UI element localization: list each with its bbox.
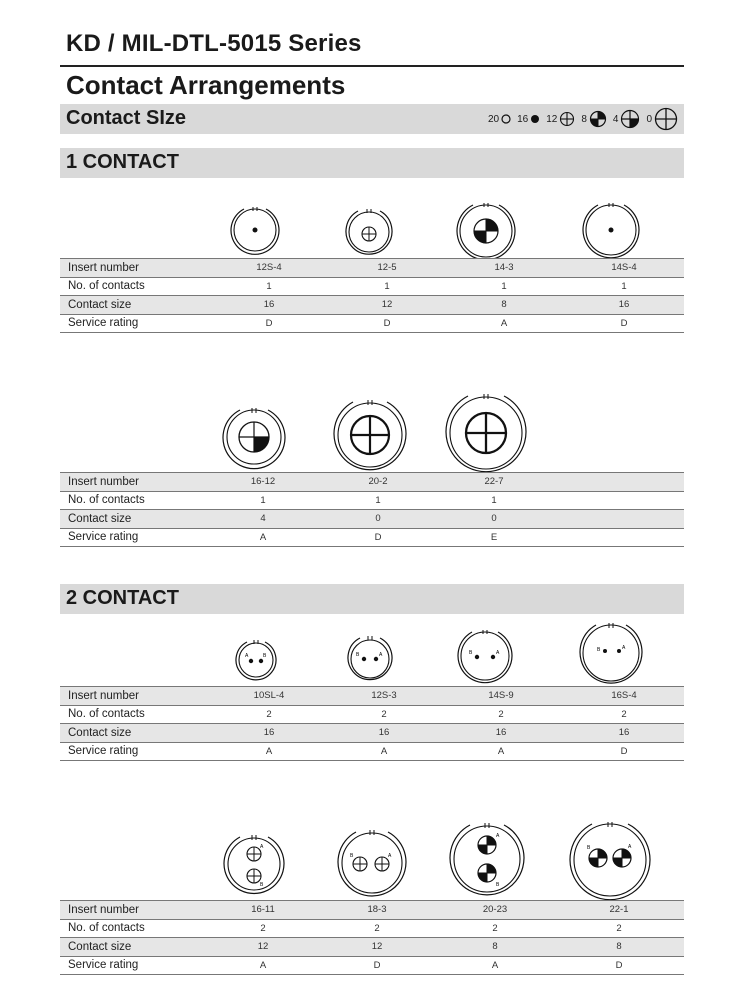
table-row-no-of-contacts (60, 491, 684, 510)
table-row-no-of-contacts (60, 919, 684, 938)
insert-number-cell: 12S-3 (330, 687, 438, 706)
row-label-no-of-contacts: No. of contacts (60, 277, 208, 296)
insert-number-cell: 16-11 (208, 901, 318, 920)
insert-drawing-22-7 (444, 390, 528, 476)
service-rating-cell: A (208, 742, 330, 761)
insert-number-cell: 16-12 (208, 473, 318, 492)
insert-drawing-12S-4 (230, 204, 280, 256)
insert-number-cell: 20-23 (436, 901, 554, 920)
contacts-cell: 2 (564, 705, 684, 724)
spec-table-2-contact-b (60, 900, 684, 975)
insert-drawing-22-1 (568, 818, 652, 902)
contacts-cell: 1 (318, 491, 438, 510)
legend-size-0: 0 (646, 113, 652, 125)
table-row-contact-size (60, 510, 684, 529)
contact-size-cell: 0 (438, 510, 550, 529)
row-label-insert-number: Insert number (60, 473, 208, 492)
spec-table-1-contact-a (60, 258, 684, 333)
empty-cell (550, 473, 684, 492)
insert-drawing-20-23 (448, 820, 526, 898)
insert-number-cell: 12S-4 (208, 259, 330, 278)
pin-label-a: A (622, 645, 626, 651)
pin-label-b: B (263, 653, 267, 659)
pin-label-a: A (496, 650, 500, 656)
row-label-no-of-contacts: No. of contacts (60, 705, 208, 724)
legend-item-4 (613, 109, 641, 129)
table-row-contact-size (60, 296, 684, 315)
row-label-service-rating: Service rating (60, 314, 208, 333)
contact-size-cell: 16 (564, 296, 684, 315)
pin-label-a: A (245, 653, 249, 659)
legend-size-16: 16 (517, 113, 529, 125)
contacts-cell: 2 (436, 919, 554, 938)
pin-label-b: B (260, 882, 264, 888)
pin-label-b: B (469, 650, 473, 656)
insert-number-cell: 16S-4 (564, 687, 684, 706)
contact-size-cell: 12 (330, 296, 444, 315)
contacts-cell: 1 (208, 491, 318, 510)
table-row-insert-number (60, 901, 684, 920)
quartered-circle-icon (589, 110, 607, 128)
row-label-insert-number: Insert number (60, 687, 208, 706)
contact-size-cell: 8 (444, 296, 564, 315)
service-rating-cell: A (438, 742, 564, 761)
pin-label-b: B (587, 845, 591, 851)
contacts-cell: 2 (318, 919, 436, 938)
contact-size-cell: 4 (208, 510, 318, 529)
insert-number-cell: 10SL-4 (208, 687, 330, 706)
service-rating-cell: D (554, 956, 684, 975)
legend-item-8 (581, 110, 607, 128)
legend-size-4: 4 (612, 113, 619, 125)
filled-dot-icon (530, 114, 540, 124)
row-label-insert-number: Insert number (60, 259, 208, 278)
insert-number-cell: 12-5 (330, 259, 444, 278)
table-row-no-of-contacts (60, 705, 684, 724)
pin-label-b: B (356, 652, 360, 658)
pin-label-a: A (496, 833, 500, 839)
service-rating-cell: A (208, 956, 318, 975)
service-rating-cell: E (438, 528, 550, 547)
legend-size-12: 12 (546, 113, 558, 125)
section-title-2-contact: 2 CONTACT (66, 587, 179, 609)
crosshair-circle-icon (559, 111, 575, 127)
series-title: KD / MIL-DTL-5015 Series (66, 30, 362, 57)
service-rating-cell: D (564, 742, 684, 761)
half-quartered-circle-icon (620, 109, 640, 129)
spec-table-1-contact-b (60, 472, 684, 547)
legend-item-0 (646, 107, 678, 131)
row-label-service-rating: Service rating (60, 742, 208, 761)
section-bar-1-contact (60, 148, 684, 178)
service-rating-cell: D (330, 314, 444, 333)
row-label-contact-size: Contact size (60, 724, 208, 743)
contact-size-cell: 16 (564, 724, 684, 743)
contact-size-cell: 16 (208, 296, 330, 315)
insert-drawing-14S-4 (582, 200, 640, 260)
legend-size-20: 20 (487, 113, 500, 125)
contact-size-legend (488, 107, 678, 131)
contacts-cell: 1 (208, 277, 330, 296)
title-divider (60, 65, 684, 67)
insert-drawing-14S-9 (456, 627, 514, 685)
insert-drawing-10SL-4 (234, 638, 278, 682)
contact-size-bar (60, 104, 684, 134)
legend-size-8: 8 (581, 113, 587, 125)
legend-item-12 (546, 111, 575, 127)
insert-number-cell: 18-3 (318, 901, 436, 920)
contacts-cell: 2 (554, 919, 684, 938)
row-label-insert-number: Insert number (60, 901, 208, 920)
table-row-insert-number (60, 473, 684, 492)
contact-size-cell: 12 (208, 938, 318, 957)
insert-drawing-16-11 (222, 832, 286, 896)
contacts-cell: 2 (438, 705, 564, 724)
service-rating-cell: A (208, 528, 318, 547)
insert-number-cell: 20-2 (318, 473, 438, 492)
empty-cell (550, 491, 684, 510)
large-crosshair-circle-icon (654, 107, 678, 131)
insert-number-cell: 14S-4 (564, 259, 684, 278)
contacts-cell: 2 (208, 919, 318, 938)
table-row-insert-number (60, 259, 684, 278)
contact-size-cell: 12 (318, 938, 436, 957)
contacts-cell: 2 (208, 705, 330, 724)
row-label-service-rating: Service rating (60, 956, 208, 975)
contact-size-cell: 16 (208, 724, 330, 743)
pin-label-a: A (260, 844, 264, 850)
row-label-contact-size: Contact size (60, 296, 208, 315)
insert-number-cell: 14-3 (444, 259, 564, 278)
pin-label-a: A (388, 853, 392, 859)
service-rating-cell: D (564, 314, 684, 333)
service-rating-cell: A (436, 956, 554, 975)
pin-label-a: A (628, 844, 632, 850)
row-label-contact-size: Contact size (60, 510, 208, 529)
table-row-no-of-contacts (60, 277, 684, 296)
table-row-contact-size (60, 938, 684, 957)
contact-size-cell: 8 (436, 938, 554, 957)
pin-label-b: B (350, 853, 354, 859)
row-label-no-of-contacts: No. of contacts (60, 919, 208, 938)
legend-item-20 (488, 114, 511, 125)
insert-drawing-12S-3 (346, 634, 394, 684)
table-row-service-rating (60, 528, 684, 547)
insert-drawing-16S-4 (578, 620, 644, 686)
table-row-service-rating (60, 742, 684, 761)
spec-table-2-contact-a (60, 686, 684, 761)
insert-drawing-18-3 (336, 827, 408, 899)
section-bar-2-contact (60, 584, 684, 614)
table-row-service-rating (60, 314, 684, 333)
insert-number-cell: 22-7 (438, 473, 550, 492)
page-title: Contact Arrangements (66, 70, 346, 100)
service-rating-cell: A (330, 742, 438, 761)
empty-cell (550, 510, 684, 529)
empty-cell (550, 528, 684, 547)
insert-drawing-14-3 (456, 200, 516, 262)
insert-number-cell: 22-1 (554, 901, 684, 920)
row-label-no-of-contacts: No. of contacts (60, 491, 208, 510)
row-label-service-rating: Service rating (60, 528, 208, 547)
table-row-service-rating (60, 956, 684, 975)
insert-drawing-16-12 (222, 405, 288, 469)
table-row-insert-number (60, 687, 684, 706)
contacts-cell: 1 (564, 277, 684, 296)
section-title-1-contact: 1 CONTACT (66, 151, 179, 173)
contacts-cell: 2 (330, 705, 438, 724)
service-rating-cell: D (208, 314, 330, 333)
contacts-cell: 1 (438, 491, 550, 510)
insert-drawing-20-2 (332, 397, 408, 473)
contacts-cell: 1 (330, 277, 444, 296)
pin-label-b: B (496, 882, 500, 888)
pin-label-a: A (379, 652, 383, 658)
open-circle-icon (501, 114, 511, 124)
service-rating-cell: A (444, 314, 564, 333)
contact-size-cell: 8 (554, 938, 684, 957)
contacts-cell: 1 (444, 277, 564, 296)
row-label-contact-size: Contact size (60, 938, 208, 957)
insert-drawing-12-5 (344, 206, 394, 256)
contact-size-label: Contact SIze (66, 107, 187, 129)
legend-item-16 (517, 114, 540, 125)
contact-size-cell: 16 (438, 724, 564, 743)
pin-label-b: B (597, 647, 601, 653)
service-rating-cell: D (318, 528, 438, 547)
insert-number-cell: 14S-9 (438, 687, 564, 706)
service-rating-cell: D (318, 956, 436, 975)
table-row-contact-size (60, 724, 684, 743)
contact-size-cell: 16 (330, 724, 438, 743)
contact-size-cell: 0 (318, 510, 438, 529)
